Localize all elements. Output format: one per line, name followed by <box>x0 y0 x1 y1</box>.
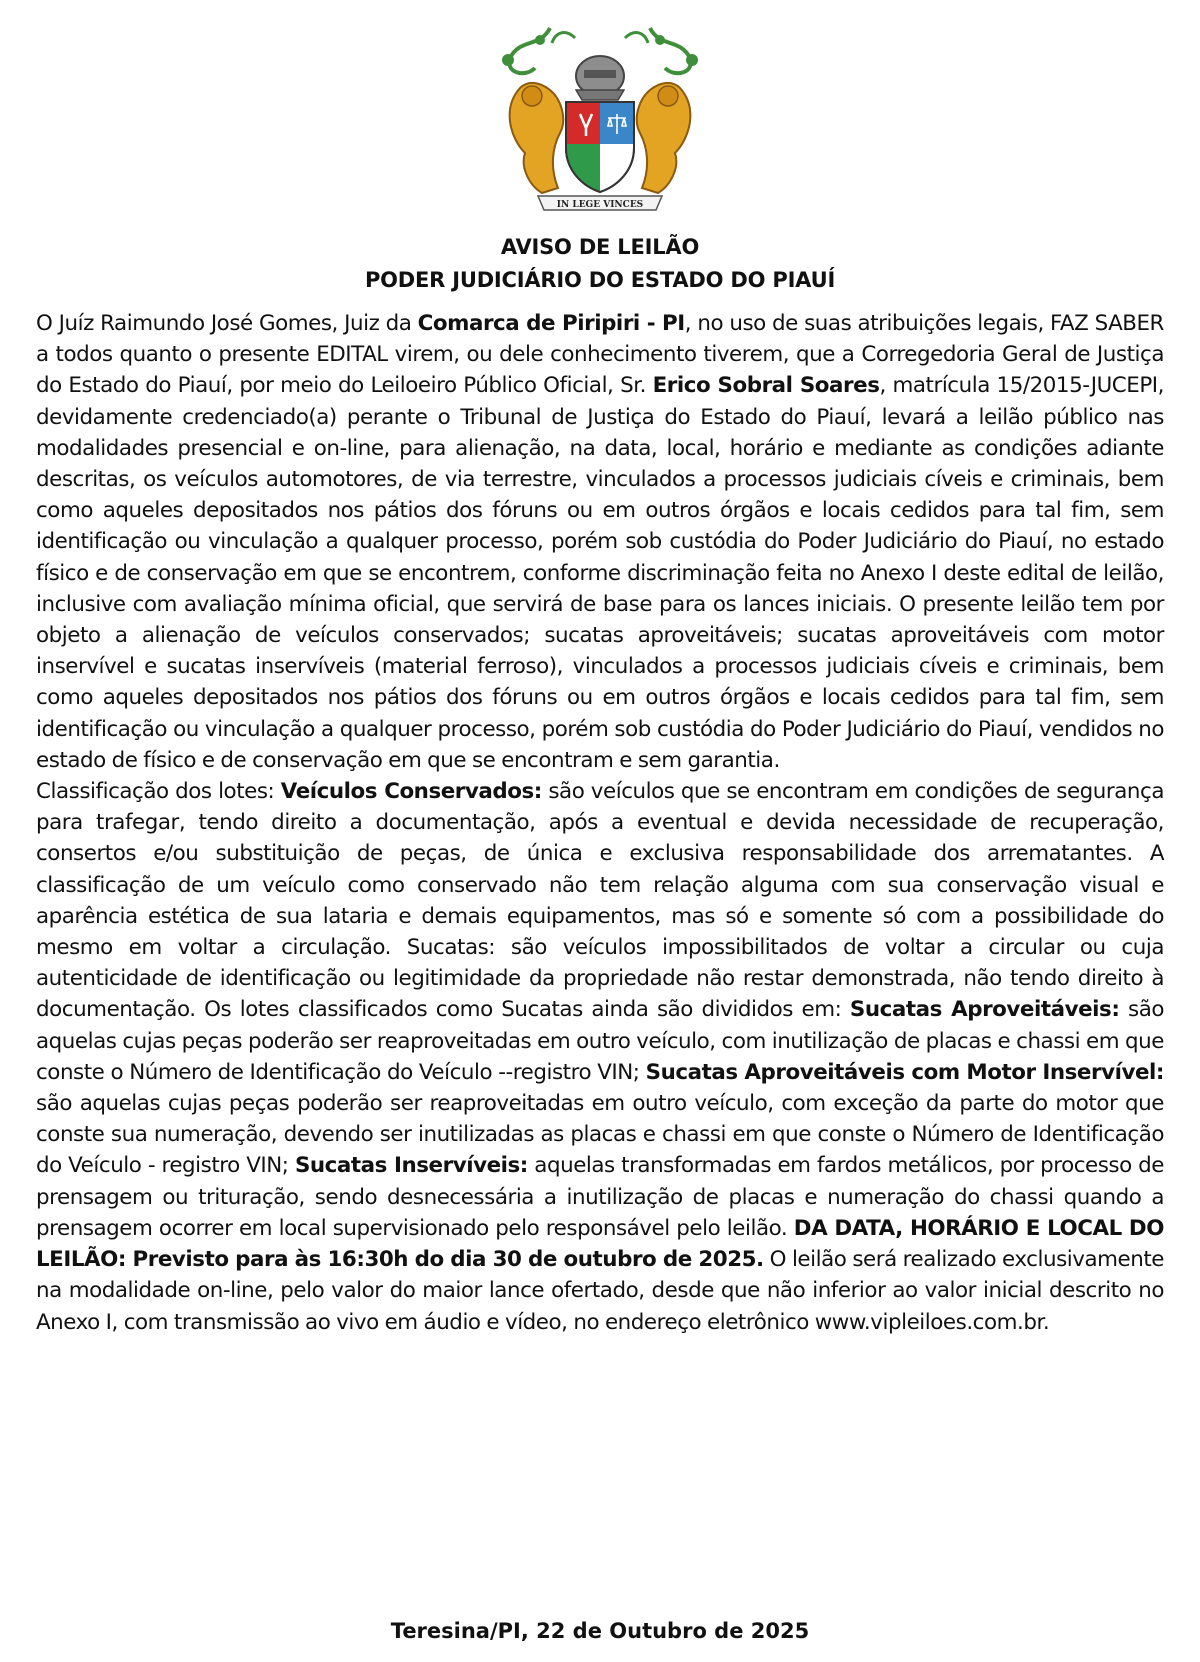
auctioneer-name: Erico Sobral Soares <box>652 373 880 399</box>
notice-subtitle: PODER JUDICIÁRIO DO ESTADO DO PIAUÍ <box>364 268 836 292</box>
notice-title: AVISO DE LEILÃO <box>500 235 700 259</box>
paragraph-intro: O Juíz Raimundo José Gomes, Juiz da Comarca de Piripiri - PI, no uso de suas atribuições legais, FAZ SABER a todos quanto o presente EDITAL virem, ou dele conhecimento tiverem, que a Corregedoria Geral de Justiça do Estado do Piauí, por meio do Leiloeiro Público Oficial, Sr. Erico Sobral Soares, matrícula 15/2015-JUCEPI, devidamente credenciado(a) perante o Tribunal de Justiça do Estado do Piauí, levará a leilão público nas modalidades presencial e on-line, para alienação, na data, local, horário e mediante as condições adiante descritas, os veículos automotores, de via terrestre, vinculados a processos judiciais cíveis e criminais, bem como aqueles depositados nos pátios dos fóruns ou em outros órgãos e locais cedidos para tal fim, sem identificação ou vinculação a qualquer processo, porém sob custódia do Poder Judiciário do Piauí, no estado físico e de conservação em que se encontrem, conforme discriminação feita no Anexo I deste edital de leilão, inclusive com avaliação mínima oficial, que servirá de base para os lances iniciais. O presente leilão tem por objeto a alienação de veículos conservados; sucatas aproveitáveis; sucatas aproveitáveis com motor inservível e sucatas inservíveis (material ferroso), vinculados a processos judiciais cíveis e criminais, bem como aqueles depositados nos pátios dos fóruns ou em outros órgãos e locais cedidos para tal fim, sem identificação ou vinculação a qualquer processo, porém sob custódia do Poder Judiciário do Piauí, vendidos no estado de físico e de conservação em que se encontram e sem garantia. <box>36 311 1164 773</box>
place-and-date: Teresina/PI, 22 de Outubro de 2025 <box>390 1619 810 1643</box>
term-sucatas-motor-inservivel: Sucatas Aproveitáveis com Motor Inservível: <box>645 1059 1164 1085</box>
svg-text:IN LEGE VINCES: IN LEGE VINCES <box>556 200 644 210</box>
comarca-name: Comarca de Piripiri - PI <box>417 311 685 336</box>
paragraph-classification: Classificação dos lotes: Veículos Conservados: são veículos que se encontram em condições de segurança para trafegar, tendo direito a documentação, após a eventual e devida necessidade de recuperação, consertos e/ou substituição de peças, de única e exclusiva responsabilidade dos arrematantes. A classificação de um veículo como conservado não tem relação alguma com sua conservação visual e aparência estética de sua lataria e demais equipamentos, mas só e somente só com a possibilidade do mesmo em voltar a circulação. Sucatas: são veículos impossibilitados de voltar a circular ou cuja autenticidade de identificação ou legitimidade da propriedade não restar demonstrada, não tendo direito à documentação. Os lotes classificados como Sucatas ainda são divididos em: Sucatas Aproveitáveis: são aquelas cujas peças poderão ser reaproveitadas em outro veículo, com inutilização de placas e chassi em que conste o Número de Identificação do Veículo --registro VIN; Sucatas Aproveitáveis com Motor Inservível: são aquelas cujas peças poderão ser reaproveitadas em outro veículo, com exceção da parte do motor que conste sua numeração, devendo ser inutilizadas as placas e chassi em que conste o Número de Identificação do Veículo - registro VIN; Sucatas Inservíveis: aquelas transformadas em fardos metálicos, por processo de prensagem ou trituração, sendo desnecessária a inutilização de placas e numeração do chassi quando a prensagem ocorrer em local supervisionado pelo responsável pelo leilão. DA DATA, HORÁRIO E LOCAL DO LEILÃO: Previsto para às 16:30h do dia 30 de outubro de 2025. O leilão será realizado exclusivamente na modalidade on-line, pelo valor do maior lance ofertado, desde que não inferior ao valor inicial descrito no Anexo I, com transmissão ao vivo em áudio e vídeo, no endereço eletrônico www.vipleiloes.com.br. <box>36 779 1164 1335</box>
term-veiculos-conservados: Veículos Conservados: <box>280 779 542 805</box>
coat-of-arms-logo <box>480 18 720 216</box>
term-sucatas-aproveitaveis: Sucatas Aproveitáveis: <box>849 997 1120 1023</box>
notice-body <box>36 308 1164 1338</box>
auction-date-info: DA DATA, HORÁRIO E LOCAL DO LEILÃO: Previsto para às 16:30h do dia 30 de outubro de 2025. <box>36 1215 1164 1273</box>
term-sucatas-inserviveis: Sucatas Inservíveis: <box>294 1153 528 1179</box>
